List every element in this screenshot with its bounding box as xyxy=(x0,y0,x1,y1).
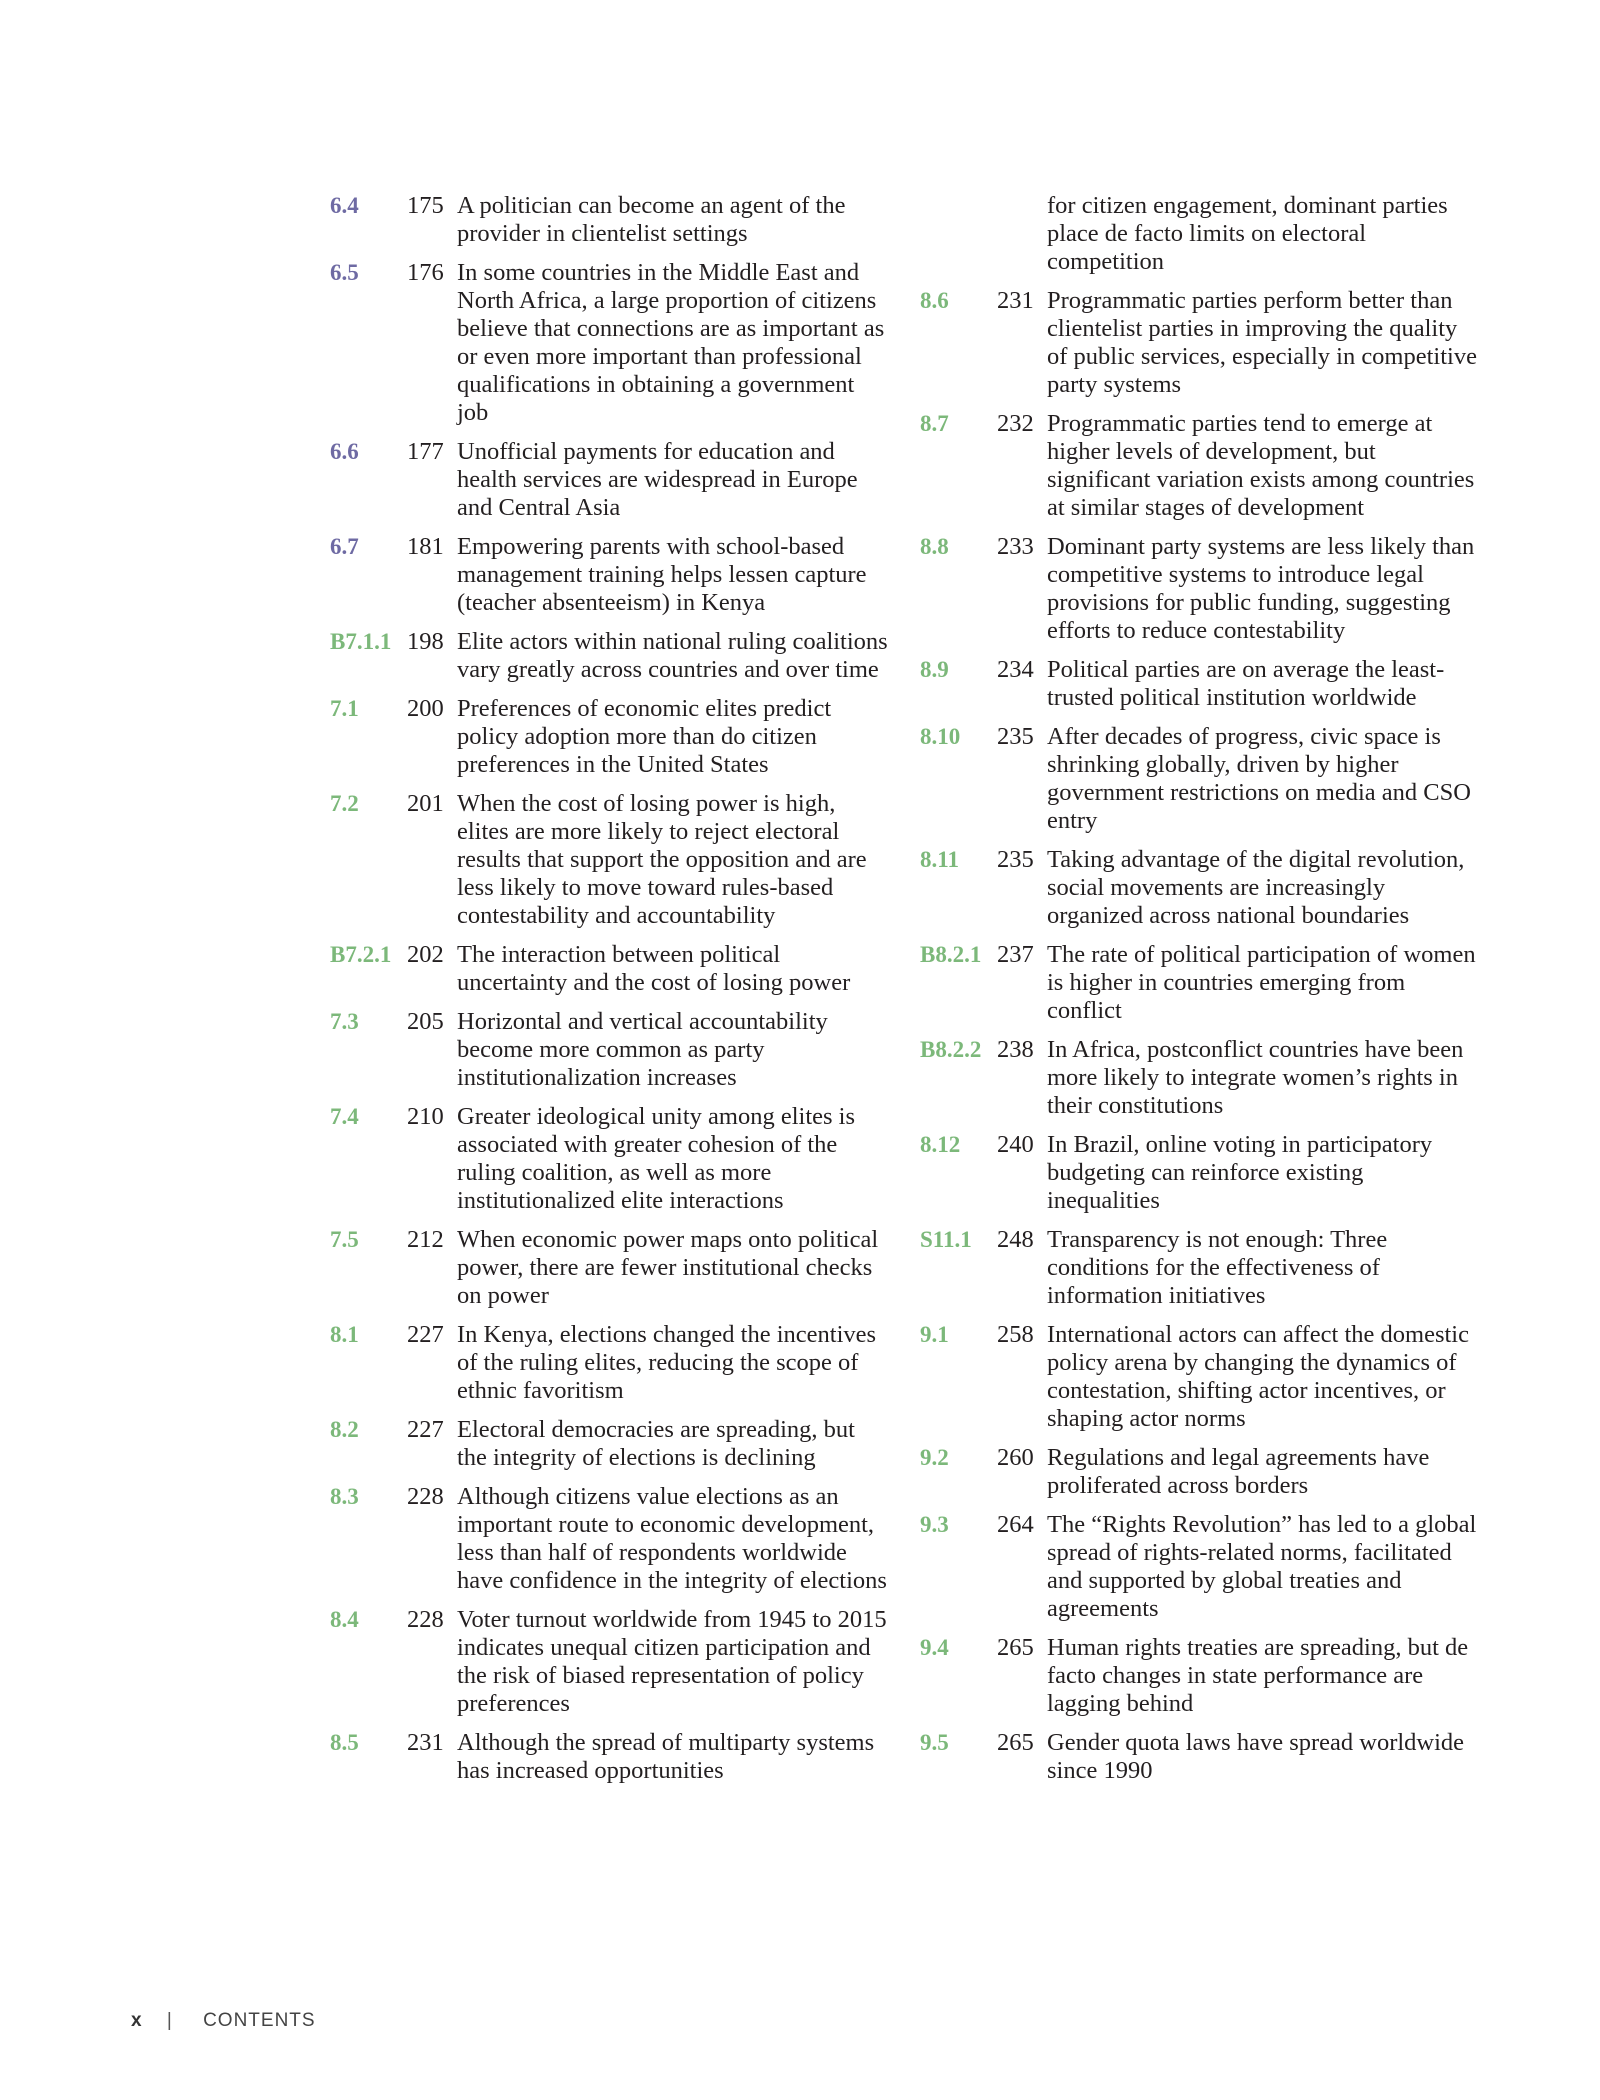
figure-number: 7.2 xyxy=(330,791,359,816)
footer-separator: | xyxy=(166,2010,173,2031)
toc-entry[interactable] xyxy=(330,1321,890,1405)
page-reference: 240 xyxy=(997,1131,1034,1158)
page-reference: 258 xyxy=(997,1321,1034,1348)
toc-entry[interactable] xyxy=(330,1606,890,1718)
figure-number: 9.5 xyxy=(920,1730,949,1755)
figure-number: 8.4 xyxy=(330,1607,359,1632)
figure-number: 7.5 xyxy=(330,1227,359,1252)
figure-title: Empowering parents with school-based management training helps lessen capture (teacher absenteeism) in Kenya xyxy=(457,533,867,616)
figure-number: 8.10 xyxy=(920,724,961,749)
page-reference: 202 xyxy=(407,941,444,968)
page-reference: 201 xyxy=(407,790,444,817)
toc-entry[interactable] xyxy=(920,287,1480,399)
figure-number: 9.4 xyxy=(920,1635,949,1660)
figure-title: Although citizens value elections as an important route to economic development, less than half of respondents worldwide have confidence in the integrity of elections xyxy=(457,1483,887,1594)
figure-title: Although the spread of multiparty systems has increased opportunities xyxy=(457,1729,875,1784)
figure-title: The interaction between political uncertainty and the cost of losing power xyxy=(457,941,851,996)
toc-entry[interactable] xyxy=(920,1729,1480,1785)
page-reference: 227 xyxy=(407,1321,444,1348)
page-reference: 212 xyxy=(407,1226,444,1253)
figure-number: B7.2.1 xyxy=(330,942,392,967)
page-reference: 233 xyxy=(997,533,1034,560)
page-reference: 231 xyxy=(407,1729,444,1756)
toc-entry[interactable] xyxy=(330,695,890,779)
figure-title: Greater ideological unity among elites is associated with greater cohesion of the ruling coalition, as well as more institutionalized elite interactions xyxy=(457,1103,856,1214)
figure-title: Regulations and legal agreements have proliferated across borders xyxy=(1047,1444,1430,1499)
figure-number: 6.4 xyxy=(330,193,359,218)
figure-number: S11.1 xyxy=(920,1227,972,1252)
figure-title: International actors can affect the domestic policy arena by changing the dynamics of contestation, shifting actor incentives, or shaping actor norms xyxy=(1047,1321,1469,1432)
figure-number: 7.4 xyxy=(330,1104,359,1129)
figure-title: In some countries in the Middle East and North Africa, a large proportion of citizens believe that connections are as important as or even more important than professional qualifications in obtaining a government job xyxy=(457,259,885,426)
toc-entry[interactable] xyxy=(920,941,1480,1025)
figure-number: 6.6 xyxy=(330,439,359,464)
toc-entry[interactable] xyxy=(920,410,1480,522)
toc-entry[interactable] xyxy=(920,1444,1480,1500)
figure-number: 7.3 xyxy=(330,1009,359,1034)
page-reference: 177 xyxy=(407,438,444,465)
page-reference: 210 xyxy=(407,1103,444,1130)
figure-title: Programmatic parties tend to emerge at higher levels of development, but significant variation exists among countries at similar stages of development xyxy=(1047,410,1475,521)
contents-column-right xyxy=(920,192,1480,1796)
figure-number: 7.1 xyxy=(330,696,359,721)
figure-number: 8.11 xyxy=(920,847,959,872)
figure-title: Transparency is not enough: Three conditions for the effectiveness of information initiatives xyxy=(1047,1226,1388,1309)
page-reference: 265 xyxy=(997,1729,1034,1756)
page-reference: 248 xyxy=(997,1226,1034,1253)
page-footer xyxy=(131,2010,316,2032)
figure-title: Dominant party systems are less likely than competitive systems to introduce legal provisions for public funding, suggesting efforts to reduce contestability xyxy=(1047,533,1475,644)
page-reference: 198 xyxy=(407,628,444,655)
page-reference: 238 xyxy=(997,1036,1034,1063)
toc-entry[interactable] xyxy=(920,1131,1480,1215)
figure-title: Unofficial payments for education and health services are widespread in Europe and Central Asia xyxy=(457,438,858,521)
figure-title: The rate of political participation of women is higher in countries emerging from conflict xyxy=(1047,941,1476,1024)
page-reference: 205 xyxy=(407,1008,444,1035)
figure-number: 9.3 xyxy=(920,1512,949,1537)
figure-number: B8.2.2 xyxy=(920,1037,982,1062)
figure-title: After decades of progress, civic space is shrinking globally, driven by higher government restrictions on media and CSO entry xyxy=(1047,723,1471,834)
page-reference: 228 xyxy=(407,1606,444,1633)
figure-title: Horizontal and vertical accountability become more common as party institutionalization increases xyxy=(457,1008,828,1091)
page-reference: 176 xyxy=(407,259,444,286)
figure-title: Human rights treaties are spreading, but de facto changes in state performance are lagging behind xyxy=(1047,1634,1469,1717)
figure-number: 8.6 xyxy=(920,288,949,313)
figure-title: When the cost of losing power is high, elites are more likely to reject electoral results that support the opposition and are less likely to move toward rules-based contestability and accountability xyxy=(457,790,867,929)
page-reference: 234 xyxy=(997,656,1034,683)
figure-title: Preferences of economic elites predict policy adoption more than do citizen preferences in the United States xyxy=(457,695,832,778)
toc-entry[interactable] xyxy=(920,1036,1480,1120)
toc-entry[interactable] xyxy=(330,1416,890,1472)
toc-entry[interactable] xyxy=(330,533,890,617)
section-name: CONTENTS xyxy=(203,2010,316,2031)
toc-entry[interactable] xyxy=(330,628,890,684)
toc-entry[interactable] xyxy=(920,533,1480,645)
continued-entry-text: for citizen engagement, dominant parties place de facto limits on electoral competition xyxy=(1047,192,1448,275)
toc-entry[interactable] xyxy=(330,192,890,248)
toc-entry[interactable] xyxy=(920,1511,1480,1623)
page-reference: 235 xyxy=(997,723,1034,750)
page-reference: 175 xyxy=(407,192,444,219)
figure-title: In Kenya, elections changed the incentives of the ruling elites, reducing the scope of ethnic favoritism xyxy=(457,1321,877,1404)
toc-entry[interactable] xyxy=(330,1729,890,1785)
figure-title: Gender quota laws have spread worldwide since 1990 xyxy=(1047,1729,1465,1784)
page-reference: 235 xyxy=(997,846,1034,873)
page-reference: 228 xyxy=(407,1483,444,1510)
figure-title: Elite actors within national ruling coalitions vary greatly across countries and over time xyxy=(457,628,888,683)
figure-number: 6.7 xyxy=(330,534,359,559)
figure-title: In Africa, postconflict countries have been more likely to integrate women’s rights in their constitutions xyxy=(1047,1036,1464,1119)
page-reference: 264 xyxy=(997,1511,1034,1538)
page-reference: 237 xyxy=(997,941,1034,968)
toc-entry[interactable] xyxy=(330,259,890,427)
toc-entry[interactable] xyxy=(920,656,1480,712)
figure-title: Taking advantage of the digital revolution, social movements are increasingly organized across national boundaries xyxy=(1047,846,1465,929)
page-reference: 260 xyxy=(997,1444,1034,1471)
figure-number: 8.1 xyxy=(330,1322,359,1347)
toc-entry[interactable] xyxy=(330,941,890,997)
contents-column-left xyxy=(330,192,890,1796)
figure-number: 8.8 xyxy=(920,534,949,559)
figure-number: 8.12 xyxy=(920,1132,961,1157)
figure-number: 9.2 xyxy=(920,1445,949,1470)
page-reference: 265 xyxy=(997,1634,1034,1661)
toc-entry[interactable] xyxy=(920,1634,1480,1718)
page-number: x xyxy=(131,2010,143,2031)
figure-title: Electoral democracies are spreading, but the integrity of elections is declining xyxy=(457,1416,855,1471)
toc-entry[interactable] xyxy=(330,1103,890,1215)
toc-entry[interactable] xyxy=(920,1321,1480,1433)
figure-number: 8.9 xyxy=(920,657,949,682)
figure-title: In Brazil, online voting in participatory budgeting can reinforce existing inequalities xyxy=(1047,1131,1433,1214)
figure-title: Voter turnout worldwide from 1945 to 2015 indicates unequal citizen participation and the risk of biased representation of policy preferences xyxy=(457,1606,887,1717)
figure-title: A politician can become an agent of the provider in clientelist settings xyxy=(457,192,846,247)
figure-title: When economic power maps onto political power, there are fewer institutional checks on power xyxy=(457,1226,879,1309)
toc-entry[interactable] xyxy=(330,1483,890,1595)
figure-title: Programmatic parties perform better than clientelist parties in improving the quality of public services, especially in competitive party systems xyxy=(1047,287,1477,398)
page-reference: 231 xyxy=(997,287,1034,314)
figure-number: 8.5 xyxy=(330,1730,359,1755)
figure-number: B7.1.1 xyxy=(330,629,392,654)
figure-number: 9.1 xyxy=(920,1322,949,1347)
page-reference: 200 xyxy=(407,695,444,722)
figure-number: 6.5 xyxy=(330,260,359,285)
figure-number: 8.7 xyxy=(920,411,949,436)
toc-entry[interactable] xyxy=(920,723,1480,835)
page-reference: 227 xyxy=(407,1416,444,1443)
figure-title: Political parties are on average the least-trusted political institution worldwide xyxy=(1047,656,1445,711)
page-reference: 181 xyxy=(407,533,444,560)
figure-title: The “Rights Revolution” has led to a global spread of rights-related norms, facilitated and supported by global treaties and agreements xyxy=(1047,1511,1477,1622)
toc-entry[interactable] xyxy=(330,1226,890,1310)
toc-entry[interactable] xyxy=(330,1008,890,1092)
toc-entry[interactable] xyxy=(920,1226,1480,1310)
figure-number: B8.2.1 xyxy=(920,942,982,967)
figure-number: 8.2 xyxy=(330,1417,359,1442)
toc-entry[interactable] xyxy=(330,790,890,930)
figure-number: 8.3 xyxy=(330,1484,359,1509)
page-reference: 232 xyxy=(997,410,1034,437)
toc-entry[interactable] xyxy=(920,846,1480,930)
toc-entry[interactable] xyxy=(330,438,890,522)
